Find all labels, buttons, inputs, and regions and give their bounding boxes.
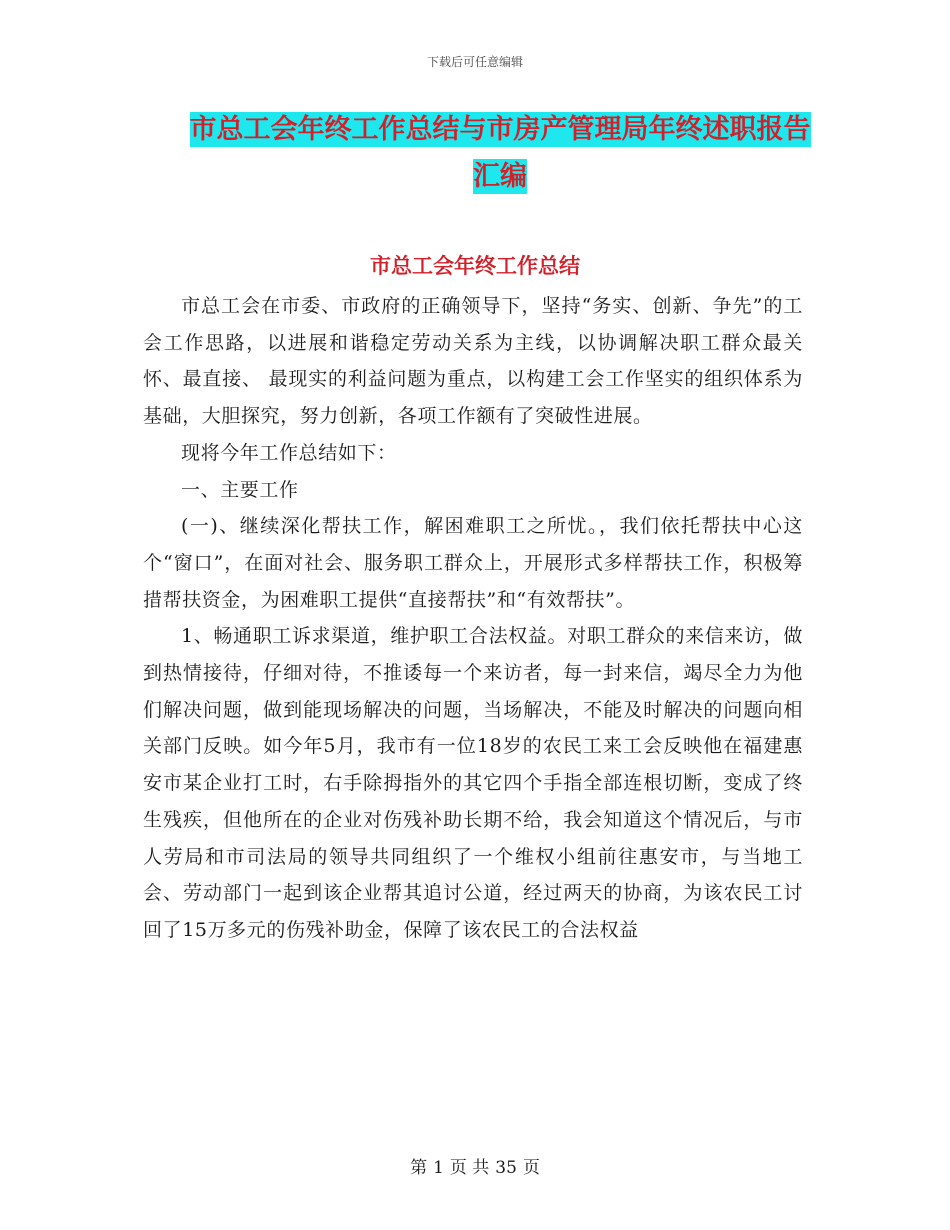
footer-mid: 页 共 <box>449 1158 490 1178</box>
footer-suffix: 页 <box>522 1158 540 1178</box>
paragraph: (一)、继续深化帮扶工作，解困难职工之所忧。，我们依托帮扶中心这个“窗口”，在面对社会、服务职工群众上，开展形式多样帮扶工作，积极筹措帮扶资金，为困难职工提供“直接帮扶”和“有效帮扶”。 <box>143 515 803 611</box>
total-page-count: 35 <box>495 1158 517 1178</box>
current-page-number: 1 <box>433 1158 444 1178</box>
footer-prefix: 第 <box>410 1158 428 1178</box>
header-note: 下载后可任意编辑 <box>426 55 523 69</box>
page-footer <box>0 1153 950 1178</box>
paragraph: 现将今年工作总结如下： <box>181 441 397 464</box>
title-text: 市总工会年终工作总结与市房产管理局年终述职报告汇编 <box>189 114 811 192</box>
section-title: 市总工会年终工作总结 <box>370 254 580 278</box>
body-text <box>143 288 803 949</box>
paragraph: 1、畅通职工诉求渠道，维护职工合法权益。对职工群众的来信来访，做到热情接待，仔细对待，不推诿每一个来访者，每一封来信，竭尽全力为他们解决问题，做到能现场解决的问题，当场解决，不能及时解决的问题向相关部门反映。如今年5月，我市有一位18岁的农民工来工会反映他在福建惠安市某企业打工时，右手除拇指外的其它四个手指全部连根切断，变成了终生残疾，但他所在的企业对伤残补助长期不给，我会知道这个情况后，与市人劳局和市司法局的领导共同组织了一个维权小组前往惠安市，与当地工会、劳动部门一起到该企业帮其追讨公道，经过两天的协商，为该农民工讨回了15万多元的伤残补助金，保障了该农民工的合法权益 <box>143 625 803 941</box>
paragraph: 一、主要工作 <box>181 478 299 501</box>
paragraph: 市总工会在市委、市政府的正确领导下，坚持“务实、创新、争先”的工会工作思路，以进展和谐稳定劳动关系为主线，以协调解决职工群众最关怀、最直接、 最现实的利益问题为重点，以构建工会工作坚实的组织体系为基础，大胆探究，努力创新，各项工作额有了突破性进展。 <box>143 295 803 428</box>
document-title <box>180 106 820 200</box>
